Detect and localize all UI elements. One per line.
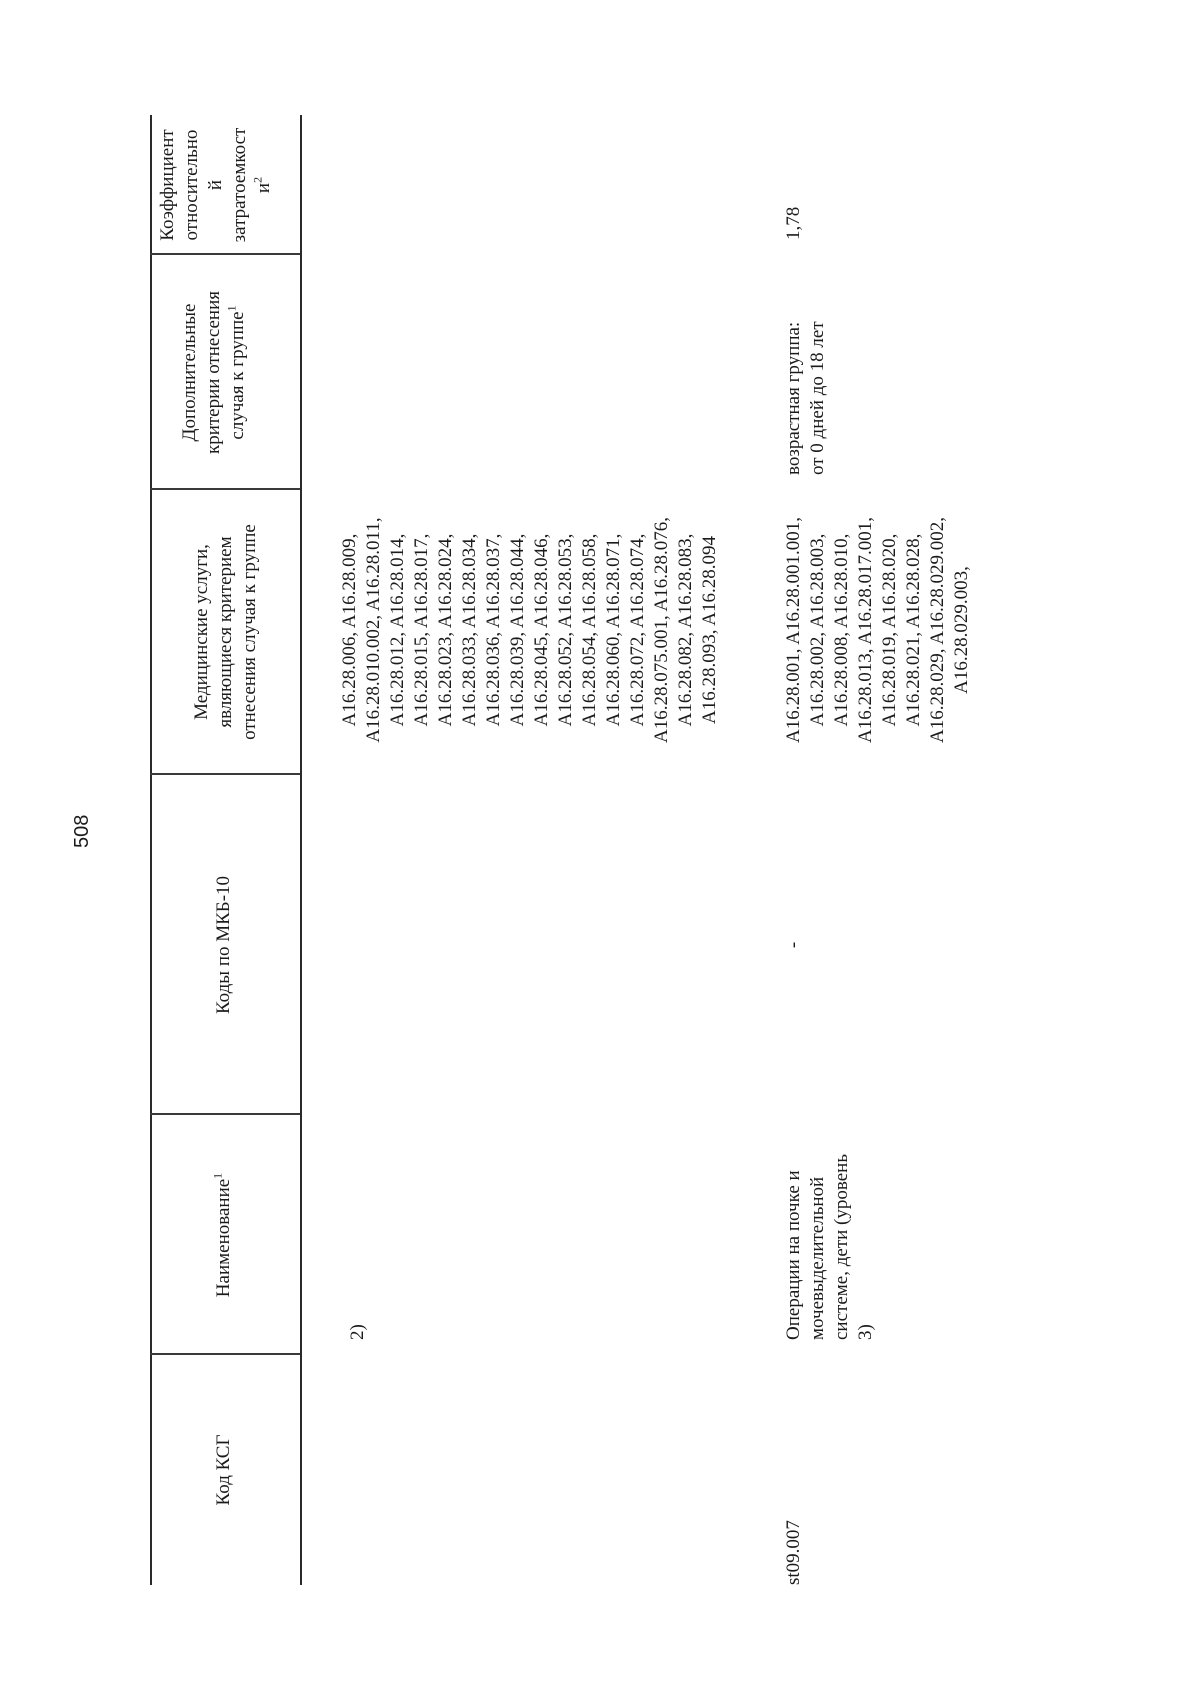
service-line: A16.28.033, A16.28.034,	[459, 533, 480, 727]
continued-name-tail: 2)	[347, 1324, 368, 1340]
header-coefficient: Коэффициент относительно й затратоемкост $и^2$	[157, 127, 274, 243]
service-line: A16.28.019, A16.28.020,	[879, 533, 900, 727]
row-code: st09.007	[783, 1520, 804, 1585]
page-number: 508	[71, 814, 93, 848]
row-criteria: возрастная группа: от 0 дней до 18 лет	[783, 321, 828, 475]
header-icd: Коды по МКБ-10	[213, 875, 234, 1015]
service-line: A16.28.054, A16.28.058,	[579, 533, 600, 727]
service-line: A16.28.075.001, A16.28.076,	[651, 517, 672, 743]
service-line: A16.28.012, A16.28.014,	[387, 533, 408, 727]
service-line: A16.28.013, A16.28.017.001,	[855, 517, 876, 743]
service-line: A16.28.002, A16.28.003,	[807, 533, 828, 727]
service-line: A16.28.029.003,	[951, 566, 972, 694]
table-top-rule	[150, 115, 152, 1585]
header-services: Медицинские услуги, являющиеся критерием отнесения случая к группе	[191, 524, 260, 740]
table-header-rule	[300, 115, 302, 1585]
service-line: A16.28.023, A16.28.024,	[435, 533, 456, 727]
service-line: A16.28.036, A16.28.037,	[483, 533, 504, 727]
header-criteria: Дополнительные критерии отнесения случая к группе$^1$	[179, 290, 248, 455]
service-line: A16.28.045, A16.28.046,	[531, 533, 552, 727]
service-line: A16.28.008, A16.28.010,	[831, 533, 852, 727]
row-name: Операции на почке и мочевыделительной системе, дети (уровень 3)	[783, 1153, 876, 1340]
service-line: A16.28.052, A16.28.053,	[555, 533, 576, 727]
header-name: Наименование$^1$	[210, 1172, 234, 1298]
service-line: A16.28.021, A16.28.028,	[903, 533, 924, 727]
service-line: A16.28.060, A16.28.071,	[603, 533, 624, 727]
service-line: A16.28.001, A16.28.001.001,	[783, 517, 804, 743]
row-coefficient: 1,78	[783, 206, 804, 240]
service-line: A16.28.015, A16.28.017,	[411, 533, 432, 727]
row-services	[782, 495, 974, 765]
row-icd: -	[783, 941, 804, 949]
column-divider	[150, 489, 300, 491]
service-line: A16.28.093, A16.28.094	[699, 536, 720, 724]
service-line: A16.28.082, A16.28.083,	[675, 533, 696, 727]
service-line: A16.28.006, A16.28.009,	[339, 533, 360, 727]
service-line: A16.28.039, A16.28.044,	[507, 533, 528, 727]
service-line: A16.28.072, A16.28.074,	[627, 533, 648, 727]
service-line: A16.28.010.002, A16.28.011,	[363, 517, 384, 743]
header-code: Код КСГ	[213, 1434, 234, 1506]
rotated-table	[150, 115, 972, 1585]
service-line: A16.28.029, A16.28.029.002,	[927, 517, 948, 743]
continued-services	[338, 495, 722, 765]
